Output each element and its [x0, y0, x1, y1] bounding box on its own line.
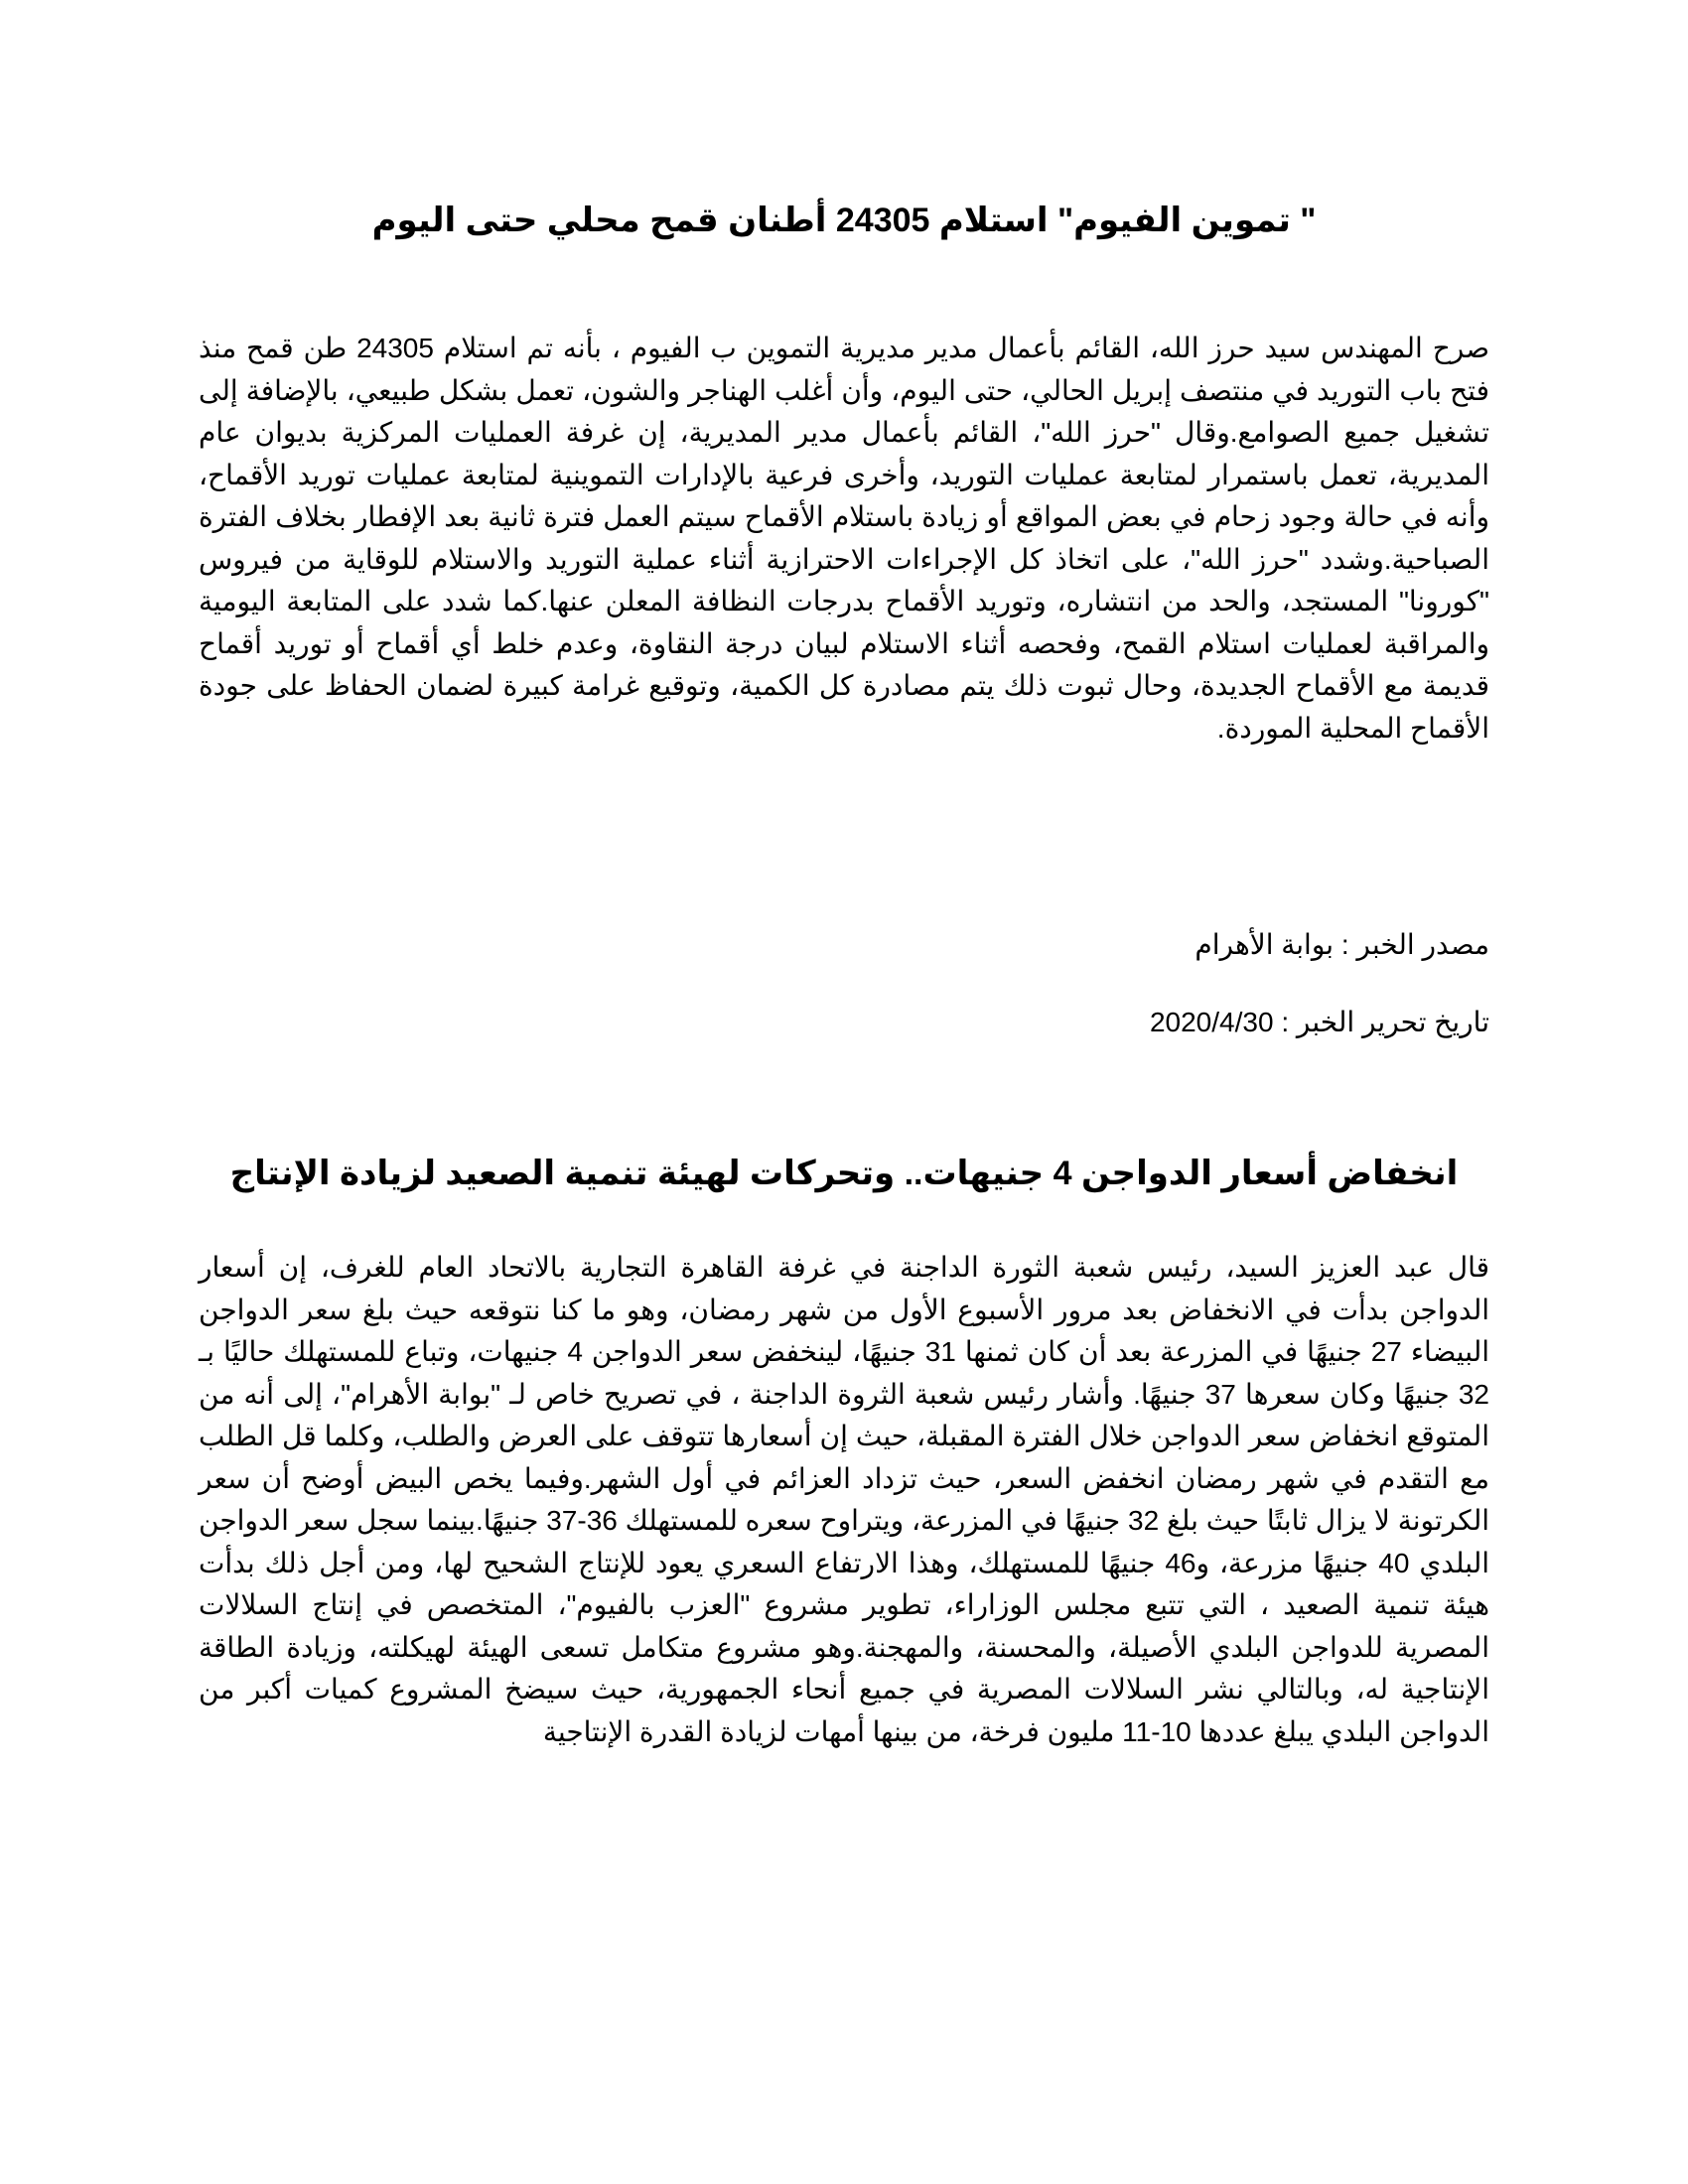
- article-2-title: انخفاض أسعار الدواجن 4 جنيهات.. وتحركات لهيئة تنمية الصعيد لزيادة الإنتاج: [229, 1155, 1459, 1192]
- article-1-source: مصدر الخبر : بوابة الأهرام: [1195, 929, 1489, 960]
- article-2-body: قال عبد العزيز السيد، رئيس شعبة الثورة الداجنة في غرفة القاهرة التجارية بالاتحاد العام للغرف، إن أسعار الدواجن بدأت في الانخفاض بعد مرور الأسبوع الأول من شهر رمضان، وهو ما كنا نتوقعه حيث بلغ سعر الدواجن البيضاء 27 جنيهًا في المزرعة بعد أن كان ثمنها 31 جنيهًا، لينخفض سعر الدواجن 4 جنيهات، وتباع للمستهلك حاليًا بـ 32 جنيهًا وكان سعرها 37 جنيهًا. وأشار رئيس شعبة الثروة الداجنة ، في تصريح خاص لـ "بوابة الأهرام"، إلى أنه من المتوقع انخفاض سعر الدواجن خلال الفترة المقبلة، حيث إن أسعارها تتوقف على العرض والطلب، وكلما قل الطلب مع التقدم في شهر رمضان انخفض السعر، حيث تزداد العزائم في أول الشهر.وفيما يخص البيض أوضح أن سعر الكرتونة لا يزال ثابتًا حيث بلغ 32 جنيهًا في المزرعة، ويتراوح سعره للمستهلك 36-37 جنيهًا.بينما سجل سعر الدواجن البلدي 40 جنيهًا مزرعة، و46 جنيهًا للمستهلك، وهذا الارتفاع السعري يعود للإنتاج الشحيح لها، ومن أجل ذلك بدأت هيئة تنمية الصعيد ، التي تتبع مجلس الوزاراء، تطوير مشروع "العزب بالفيوم"، المتخصص في إنتاج السلالات المصرية للدواجن البلدي الأصيلة، والمحسنة، والمهجنة.وهو مشروع متكامل تسعى الهيئة لهيكلته، وزيادة الطاقة الإنتاجية له، وبالتالي نشر السلالات المصرية في جميع أنحاء الجمهورية، حيث سيضخ المشروع كميات أكبر من الدواجن البلدي يبلغ عددها 10-11 مليون فرخة، من بينها أمهات لزيادة القدرة الإنتاجية: [199, 1252, 1490, 1747]
- article-1-title: " تموين الفيوم" استلام 24305 أطنان قمح محلي حتى اليوم: [371, 202, 1317, 239]
- article-1-date: تاريخ تحرير الخبر : 2020/4/30: [1149, 1007, 1489, 1037]
- article-1-body: صرح المهندس سيد حرز الله، القائم بأعمال مدير مديرية التموين ب الفيوم ، بأنه تم استلام 24305 طن قمح منذ فتح باب التوريد في منتصف إبريل الحالي، حتى اليوم، وأن أغلب الهناجر والشون، تعمل بشكل طبيعي، بالإضافة إلى تشغيل جميع الصوامع.وقال "حرز الله"، القائم بأعمال مدير المديرية، إن غرفة العمليات المركزية بديوان عام المديرية، تعمل باستمرار لمتابعة عمليات التوريد، وأخرى فرعية بالإدارات التموينية لمتابعة عمليات توريد الأقماح، وأنه في حالة وجود زحام في بعض المواقع أو زيادة باستلام الأقماح سيتم العمل فترة ثانية بعد الإفطار بخلاف الفترة الصباحية.وشدد "حرز الله"، على اتخاذ كل الإجراءات الاحترازية أثناء عملية التوريد والاستلام للوقاية من فيروس "كورونا" المستجد، والحد من انتشاره، وتوريد الأقماح بدرجات النظافة المعلن عنها.كما شدد على المتابعة اليومية والمراقبة لعمليات استلام القمح، وفحصه أثناء الاستلام لبيان درجة النقاوة، وعدم خلط أي أقماح أو توريد أقماح قديمة مع الأقماح الجديدة، وحال ثبوت ذلك يتم مصادرة كل الكمية، وتوقيع غرامة كبيرة لضمان الحفاظ على جودة الأقماح المحلية الموردة.: [199, 333, 1490, 744]
